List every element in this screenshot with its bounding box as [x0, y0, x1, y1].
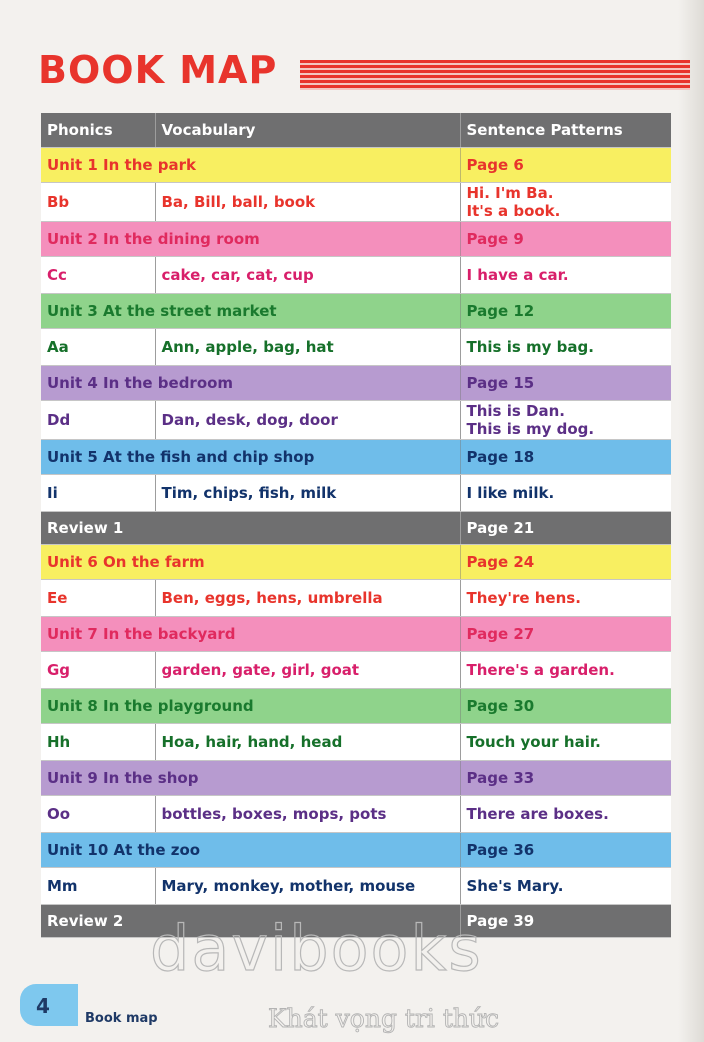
- review-page: Page 21: [460, 512, 671, 545]
- unit-page: Page 9: [460, 222, 671, 257]
- vocabulary-words: cake, car, cat, cup: [155, 257, 460, 294]
- unit-title: Unit 10 At the zoo: [41, 833, 460, 868]
- unit-page: Page 6: [460, 148, 671, 183]
- sentence-pattern: Touch your hair.: [460, 724, 671, 761]
- unit-header-row: [41, 545, 671, 580]
- unit-title: Unit 6 On the farm: [41, 545, 460, 580]
- unit-title: Unit 2 In the dining room: [41, 222, 460, 257]
- phonics-letter: Ii: [41, 475, 155, 512]
- sentence-pattern: Hi. I'm Ba. It's a book.: [460, 183, 671, 222]
- unit-header-row: [41, 366, 671, 401]
- unit-content-row: [41, 724, 671, 761]
- unit-title: Unit 8 In the playground: [41, 689, 460, 724]
- title-stripe-bar: [300, 60, 690, 90]
- unit-header-row: [41, 689, 671, 724]
- header-phonics: Phonics: [41, 113, 155, 148]
- review-row: [41, 512, 671, 545]
- unit-content-row: [41, 868, 671, 905]
- unit-content-row: [41, 796, 671, 833]
- unit-page: Page 24: [460, 545, 671, 580]
- unit-title: Unit 4 In the bedroom: [41, 366, 460, 401]
- sentence-pattern: I have a car.: [460, 257, 671, 294]
- vocabulary-words: Hoa, hair, hand, head: [155, 724, 460, 761]
- vocabulary-words: bottles, boxes, mops, pots: [155, 796, 460, 833]
- unit-title: Unit 3 At the street market: [41, 294, 460, 329]
- vocabulary-words: Mary, monkey, mother, mouse: [155, 868, 460, 905]
- unit-page: Page 27: [460, 617, 671, 652]
- phonics-letter: Dd: [41, 401, 155, 440]
- unit-content-row: [41, 475, 671, 512]
- review-title: Review 1: [41, 512, 460, 545]
- phonics-letter: Hh: [41, 724, 155, 761]
- unit-content-row: [41, 257, 671, 294]
- header-sentence-patterns: Sentence Patterns: [460, 113, 671, 148]
- phonics-letter: Bb: [41, 183, 155, 222]
- unit-header-row: [41, 294, 671, 329]
- watermark-brand: davibooks: [150, 912, 483, 985]
- unit-page: Page 33: [460, 761, 671, 796]
- sentence-pattern: There's a garden.: [460, 652, 671, 689]
- review-title: Review 2: [41, 905, 460, 938]
- phonics-letter: Ee: [41, 580, 155, 617]
- unit-page: Page 36: [460, 833, 671, 868]
- unit-header-row: [41, 440, 671, 475]
- sentence-pattern: I like milk.: [460, 475, 671, 512]
- unit-header-row: [41, 833, 671, 868]
- sentence-pattern: This is my bag.: [460, 329, 671, 366]
- unit-content-row: [41, 183, 671, 222]
- page-label: Book map: [85, 1011, 158, 1026]
- review-page: Page 39: [460, 905, 671, 938]
- vocabulary-words: Ba, Bill, ball, book: [155, 183, 460, 222]
- page-number: 4: [36, 994, 50, 1018]
- vocabulary-words: Tim, chips, fish, milk: [155, 475, 460, 512]
- table-body: [41, 148, 671, 938]
- unit-title: Unit 7 In the backyard: [41, 617, 460, 652]
- unit-header-row: [41, 617, 671, 652]
- unit-header-row: [41, 222, 671, 257]
- unit-content-row: [41, 580, 671, 617]
- unit-page: Page 15: [460, 366, 671, 401]
- unit-page: Page 18: [460, 440, 671, 475]
- page-title: BOOK MAP: [38, 48, 278, 92]
- unit-title: Unit 9 In the shop: [41, 761, 460, 796]
- unit-header-row: [41, 761, 671, 796]
- sentence-pattern: There are boxes.: [460, 796, 671, 833]
- sentence-pattern: This is Dan. This is my dog.: [460, 401, 671, 440]
- phonics-letter: Aa: [41, 329, 155, 366]
- vocabulary-words: Ann, apple, bag, hat: [155, 329, 460, 366]
- page-edge: [678, 0, 704, 1042]
- sentence-pattern: They're hens.: [460, 580, 671, 617]
- unit-content-row: [41, 401, 671, 440]
- unit-header-row: [41, 148, 671, 183]
- vocabulary-words: Dan, desk, dog, door: [155, 401, 460, 440]
- unit-content-row: [41, 652, 671, 689]
- sentence-pattern: She's Mary.: [460, 868, 671, 905]
- header-vocabulary: Vocabulary: [155, 113, 460, 148]
- unit-page: Page 12: [460, 294, 671, 329]
- phonics-letter: Gg: [41, 652, 155, 689]
- unit-content-row: [41, 329, 671, 366]
- phonics-letter: Cc: [41, 257, 155, 294]
- phonics-letter: Oo: [41, 796, 155, 833]
- unit-title: Unit 5 At the fish and chip shop: [41, 440, 460, 475]
- book-map-table: [41, 113, 671, 938]
- unit-page: Page 30: [460, 689, 671, 724]
- unit-title: Unit 1 In the park: [41, 148, 460, 183]
- table-header-row: [41, 113, 671, 148]
- vocabulary-words: garden, gate, girl, goat: [155, 652, 460, 689]
- watermark-tagline: Khát vọng tri thức: [268, 1004, 500, 1033]
- vocabulary-words: Ben, eggs, hens, umbrella: [155, 580, 460, 617]
- phonics-letter: Mm: [41, 868, 155, 905]
